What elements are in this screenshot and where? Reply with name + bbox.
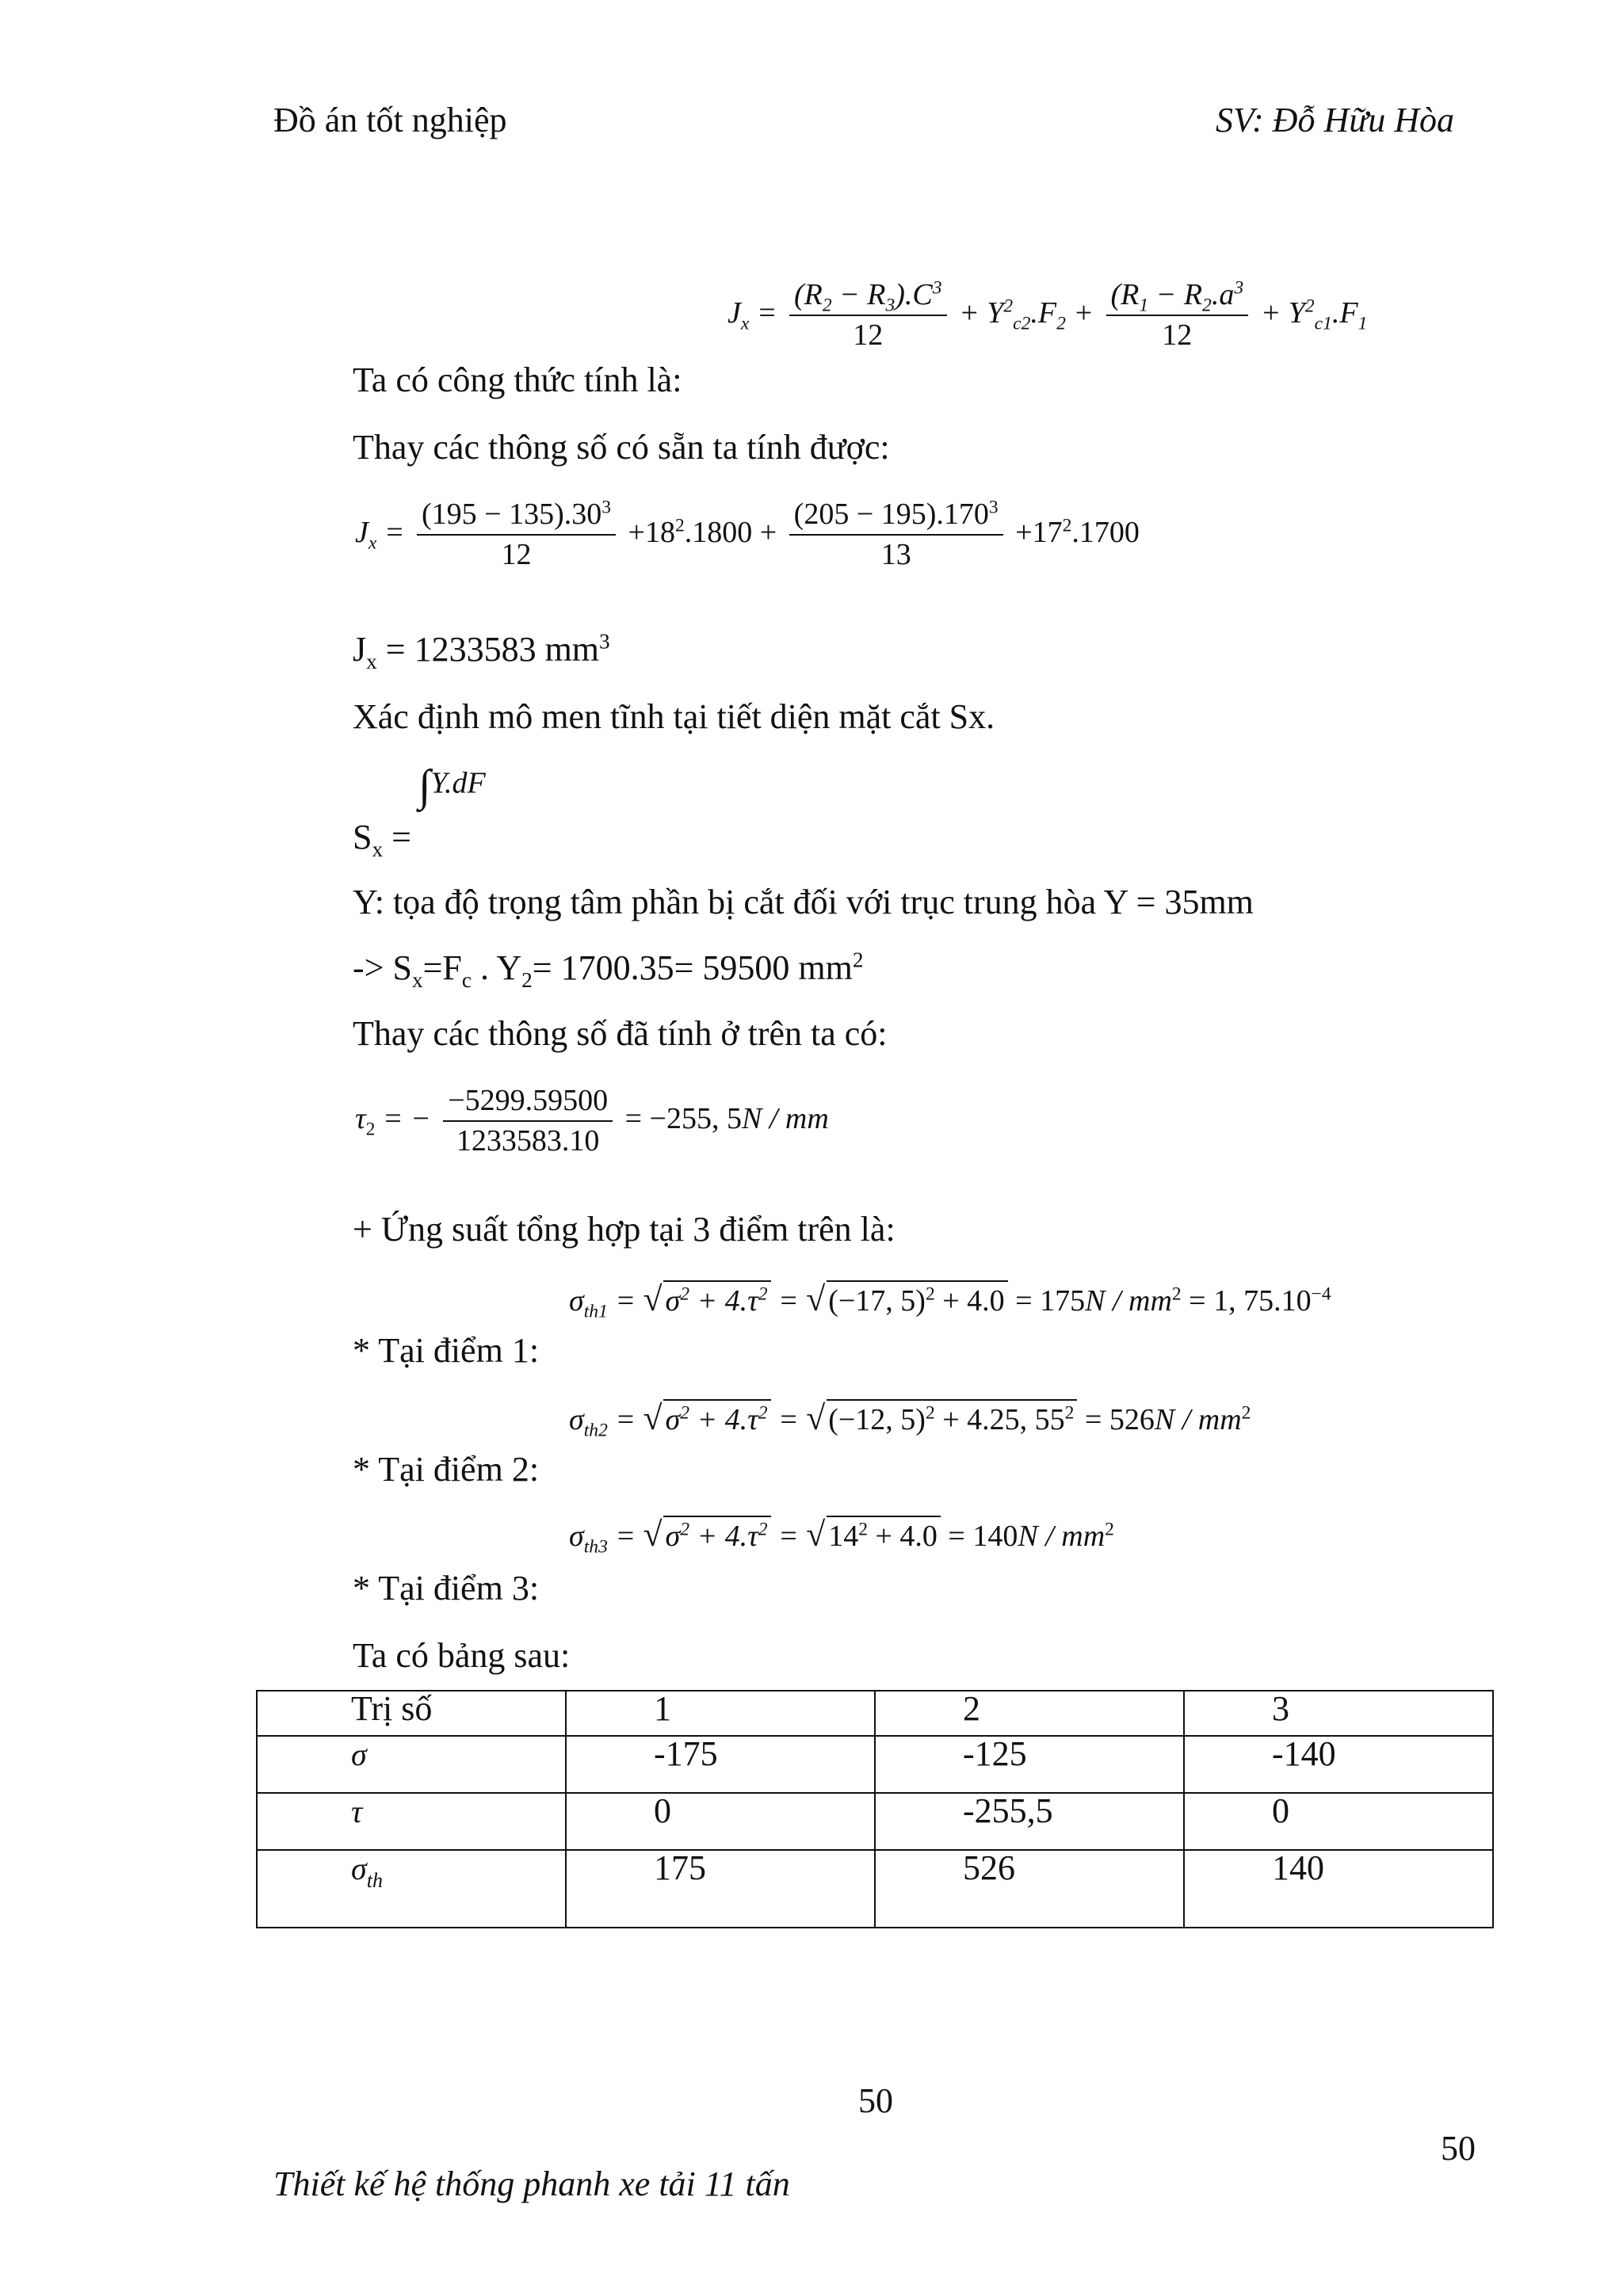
footer-title: Thiết kế hệ thống phanh xe tải 11 tấn: [273, 2164, 790, 2203]
point-1-label: * Tại điểm 1:: [353, 1331, 540, 1370]
table-row: [257, 1850, 1493, 1928]
point-2-label: * Tại điểm 2:: [353, 1450, 540, 1489]
sx-intro: Xác định mô men tĩnh tại tiết diện mặt cắt Sx.: [353, 697, 995, 736]
table-row-symbol: $\sigma_{th}$: [257, 1850, 566, 1928]
sx-equals: $S_x$ =: [353, 818, 411, 861]
formula-jx-general: $J_x$ = $\frac{(R_2 - R_3).C^3}{12}$ + $Y^2_{c2}.F_2$ + $\frac{(R_1 - R_2.a^3}{12}$ + $Y^2_{c1}.F_1$: [727, 276, 1367, 356]
table-cell: 140: [1184, 1850, 1493, 1928]
tau-intro: Thay các thông số đã tính ở trên ta có:: [353, 1014, 888, 1053]
table-row-symbol: σ: [257, 1736, 566, 1793]
table-cell: -255,5: [875, 1793, 1184, 1850]
sx-calculation: -> $S_x=F_c$ . $Y_2= 1700.35= 59500$ $mm^2$: [353, 948, 864, 992]
formula-intro: Ta có công thức tính là:: [353, 360, 682, 399]
table-header-cell: 1: [566, 1691, 875, 1736]
table-cell: 0: [566, 1793, 875, 1850]
table-intro: Ta có bảng sau:: [353, 1636, 571, 1675]
y-definition: Y: tọa độ trọng tâm phần bị cắt đối với trục trung hòa Y = 35mm: [353, 883, 1254, 921]
jx-result: $J_x = 1233583$ $mm^3$: [353, 629, 610, 673]
table-header-cell: 3: [1184, 1691, 1493, 1736]
formula-tau2: $\tau_2$ = − $\frac{-5299.59500}{1233583.10}$ = −255, 5N / mm: [355, 1081, 829, 1161]
substitute-intro: Thay các thông số có sẵn ta tính được:: [353, 428, 890, 467]
combined-intro: + Ứng suất tổng hợp tại 3 điểm trên là:: [353, 1210, 896, 1249]
table-row: [257, 1793, 1493, 1850]
point-3-label: * Tại điểm 3:: [353, 1569, 540, 1608]
header-left: Đồ án tốt nghiệp: [273, 101, 507, 139]
page-number-center: 50: [858, 2081, 893, 2120]
table-header-cell: 2: [875, 1691, 1184, 1736]
table-cell: -140: [1184, 1736, 1493, 1793]
table-header-cell: Trị số: [257, 1691, 566, 1736]
table-cell: 526: [875, 1850, 1184, 1928]
formula-integral: ∫Y.dF: [418, 761, 486, 810]
table-header-row: [257, 1691, 1493, 1736]
formula-jx-substituted: $J_x$ = $\frac{(195 - 135).30^3}{12}$ $+18^2.1800$ + $\frac{(205 - 195).170^3}{13}$ $+17^2.1700$: [355, 495, 1140, 575]
table-cell: -175: [566, 1736, 875, 1793]
page-number-right: 50: [1441, 2129, 1476, 2168]
formula-sigma-th3: $\sigma_{th3}$ = √ $\sigma^2 + 4.\tau^2$ = √ $14^2 + 4.0 = 140N / mm^2$: [569, 1516, 1114, 1558]
table-row: [257, 1736, 1493, 1793]
table-row-symbol: τ: [257, 1793, 566, 1850]
header-right: SV: Đỗ Hữu Hòa: [1216, 101, 1454, 139]
formula-sigma-th1: $\sigma_{th1}$ = √ $\sigma^2 + 4.\tau^2$ = √ (−17, $5)^2 + 4.0 = 175N / mm^2 = 1$, $75.10^{-4}$: [569, 1280, 1331, 1322]
table-cell: 175: [566, 1850, 875, 1928]
formula-sigma-th2: $\sigma_{th2}$ = √ $\sigma^2 + 4.\tau^2$ = √ (−12, 5)$^2$ + 4.25, $55^2 = 526N / mm^2$: [569, 1399, 1251, 1441]
table-cell: -125: [875, 1736, 1184, 1793]
table-cell: 0: [1184, 1793, 1493, 1850]
values-table: [256, 1690, 1494, 1928]
